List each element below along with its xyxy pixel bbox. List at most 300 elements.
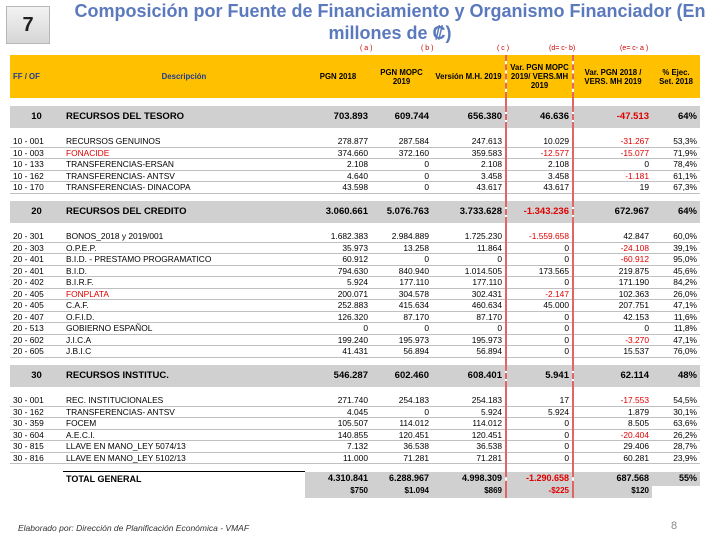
row-code: 20 - 513 [10, 323, 63, 335]
row-value: 140.855 [305, 429, 371, 441]
section-value: 672.967 [573, 201, 652, 223]
table-row [10, 147, 700, 159]
table-row [10, 406, 700, 418]
row-value: 42.847 [573, 231, 652, 242]
spacer-cell [10, 357, 63, 365]
row-code: 10 - 133 [10, 159, 63, 171]
row-value: 0 [506, 429, 573, 441]
header-descripcion: Descripción [63, 55, 305, 98]
row-code: 10 - 170 [10, 182, 63, 194]
spacer-cell [371, 223, 432, 231]
row-code: 30 - 001 [10, 395, 63, 406]
usd-value: $750 [305, 486, 371, 498]
row-description: O.F.I.D. [63, 311, 305, 323]
spacer-cell [305, 98, 371, 106]
row-value: 195.973 [432, 334, 506, 346]
row-value: 0 [371, 182, 432, 194]
row-description: TRANSFERENCIAS- ANTSV [63, 406, 305, 418]
row-value: 254.183 [371, 395, 432, 406]
section-value: 3.060.661 [305, 201, 371, 223]
table-row [10, 418, 700, 430]
row-value: 0 [506, 334, 573, 346]
table-row [10, 346, 700, 358]
row-value: 13.258 [371, 242, 432, 254]
row-value: 4.640 [305, 170, 371, 182]
row-value: 126.320 [305, 311, 371, 323]
row-description: FOCEM [63, 418, 305, 430]
row-value: 0 [305, 323, 371, 335]
row-code: 30 - 604 [10, 429, 63, 441]
row-value: -15.077 [573, 147, 652, 159]
spacer-cell [10, 193, 63, 201]
spacer-cell [506, 464, 573, 472]
row-description: J.B.I.C [63, 346, 305, 358]
spacer-cell [432, 223, 506, 231]
total-value: 4.310.841 [305, 472, 371, 486]
table-row [10, 136, 700, 147]
row-description: O.P.E.P. [63, 242, 305, 254]
table-row [10, 334, 700, 346]
header-var-pgn-mopc: Var. PGN MOPC 2019/ VERS.MH 2019 [506, 55, 573, 98]
section-value: -1.343.236 [506, 201, 573, 223]
spacer-row [10, 98, 700, 106]
section-value: 703.893 [305, 106, 371, 128]
row-code: 20 - 602 [10, 334, 63, 346]
total-empty [10, 472, 63, 486]
section-name: RECURSOS DEL TESORO [63, 106, 305, 128]
row-value: 60.281 [573, 452, 652, 464]
row-value: 0 [506, 441, 573, 453]
row-value: 252.883 [305, 300, 371, 312]
row-code: 20 - 405 [10, 300, 63, 312]
row-value: 105.507 [305, 418, 371, 430]
total-value: 55% [652, 472, 700, 486]
column-letter-c: ( c ) [497, 45, 510, 52]
section-value: 46.636 [506, 106, 573, 128]
spacer-cell [573, 193, 652, 201]
spacer-cell [506, 357, 573, 365]
section-name: RECURSOS INSTITUC. [63, 365, 305, 387]
spacer-cell [432, 357, 506, 365]
row-description: LLAVE EN MANO_LEY 5074/13 [63, 441, 305, 453]
row-value: 41.431 [305, 346, 371, 358]
row-description: B.I.R.F. [63, 277, 305, 289]
row-value: 0 [506, 254, 573, 266]
row-code: 30 - 815 [10, 441, 63, 453]
row-value: 247.613 [432, 136, 506, 147]
spacer-cell [63, 464, 305, 472]
spacer-cell [371, 98, 432, 106]
row-code: 10 - 003 [10, 147, 63, 159]
row-value: 207.751 [573, 300, 652, 312]
spacer-cell [573, 387, 652, 395]
row-value: 302.431 [432, 288, 506, 300]
row-value: 0 [506, 418, 573, 430]
section-value: 48% [652, 365, 700, 387]
row-value: 177.110 [432, 277, 506, 289]
column-letter-b: ( b ) [421, 45, 434, 52]
spacer-cell [10, 464, 63, 472]
row-value: 114.012 [432, 418, 506, 430]
row-value: 3.458 [432, 170, 506, 182]
row-value: -31.267 [573, 136, 652, 147]
row-value: 254.183 [432, 395, 506, 406]
row-value: 460.634 [432, 300, 506, 312]
row-value: 23,9% [652, 452, 700, 464]
row-description: RECURSOS GENUINOS [63, 136, 305, 147]
row-value: 87.170 [432, 311, 506, 323]
row-value: 271.740 [305, 395, 371, 406]
row-value: 359.583 [432, 147, 506, 159]
spacer-cell [371, 357, 432, 365]
row-value: 11.864 [432, 242, 506, 254]
section-row [10, 106, 700, 128]
row-value: 2.108 [432, 159, 506, 171]
table-body [10, 98, 700, 498]
table-row [10, 159, 700, 171]
row-value: 5.924 [432, 406, 506, 418]
row-code: 20 - 405 [10, 288, 63, 300]
row-value: 63,6% [652, 418, 700, 430]
spacer-cell [652, 464, 700, 472]
spacer-cell [10, 98, 63, 106]
row-description: B.I.D. - PRESTAMO PROGRAMATICO [63, 254, 305, 266]
spacer-cell [10, 128, 63, 136]
row-value: 43.598 [305, 182, 371, 194]
row-code: 20 - 605 [10, 346, 63, 358]
row-value: 11.000 [305, 452, 371, 464]
table-row [10, 300, 700, 312]
row-value: 53,3% [652, 136, 700, 147]
row-code: 20 - 401 [10, 265, 63, 277]
row-code: 10 - 162 [10, 170, 63, 182]
section-code: 20 [10, 201, 63, 223]
row-value: 26,2% [652, 429, 700, 441]
row-code: 20 - 402 [10, 277, 63, 289]
row-value: 374.660 [305, 147, 371, 159]
table-row [10, 452, 700, 464]
row-value: 8.505 [573, 418, 652, 430]
spacer-row [10, 357, 700, 365]
spacer-cell [652, 193, 700, 201]
usd-value: -$225 [506, 486, 573, 498]
row-value: 5.924 [506, 406, 573, 418]
column-letter-a: ( a ) [360, 45, 373, 52]
row-value: 0 [432, 323, 506, 335]
row-value: 76,0% [652, 346, 700, 358]
row-value: 0 [371, 159, 432, 171]
row-value: 177.110 [371, 277, 432, 289]
table-row [10, 182, 700, 194]
row-description: FONPLATA [63, 288, 305, 300]
total-value: 687.568 [573, 472, 652, 486]
section-value: 64% [652, 201, 700, 223]
spacer-cell [371, 193, 432, 201]
column-letter-e: (e= c- a ) [620, 45, 649, 52]
total-value: 6.288.967 [371, 472, 432, 486]
spacer-row [10, 193, 700, 201]
spacer-row [10, 464, 700, 472]
spacer-cell [305, 223, 371, 231]
section-value: 5.941 [506, 365, 573, 387]
row-value: 19 [573, 182, 652, 194]
row-value: -1.559.658 [506, 231, 573, 242]
table-row [10, 395, 700, 406]
spacer-cell [573, 128, 652, 136]
spacer-cell [506, 128, 573, 136]
row-value: 67,3% [652, 182, 700, 194]
spacer-cell [652, 357, 700, 365]
table-row [10, 242, 700, 254]
spacer-cell [371, 387, 432, 395]
row-value: 0 [573, 159, 652, 171]
row-value: 71,9% [652, 147, 700, 159]
total-value: -1.290.658 [506, 472, 573, 486]
row-value: 71.281 [371, 452, 432, 464]
spacer-cell [432, 387, 506, 395]
table-row [10, 231, 700, 242]
spacer-cell [371, 128, 432, 136]
row-value: 47,1% [652, 334, 700, 346]
row-value: 56.894 [432, 346, 506, 358]
row-value: 0 [432, 254, 506, 266]
row-value: 0 [371, 170, 432, 182]
usd-row [10, 486, 700, 498]
header-pgn-2018: PGN 2018 [305, 55, 371, 98]
table-row [10, 441, 700, 453]
row-description: C.A.F. [63, 300, 305, 312]
spacer-cell [63, 223, 305, 231]
spacer-cell [63, 357, 305, 365]
usd-value: $120 [573, 486, 652, 498]
spacer-cell [573, 223, 652, 231]
spacer-row [10, 128, 700, 136]
row-code: 20 - 407 [10, 311, 63, 323]
table-row [10, 429, 700, 441]
row-value: 61,1% [652, 170, 700, 182]
row-value: 36.538 [432, 441, 506, 453]
row-value: 0 [506, 452, 573, 464]
row-value: 199.240 [305, 334, 371, 346]
row-value: 42.153 [573, 311, 652, 323]
table-row [10, 311, 700, 323]
row-value: 1.014.505 [432, 265, 506, 277]
row-value: 95,0% [652, 254, 700, 266]
spacer-cell [10, 387, 63, 395]
row-value: 0 [371, 323, 432, 335]
spacer-cell [573, 98, 652, 106]
table-row [10, 170, 700, 182]
section-value: 3.733.628 [432, 201, 506, 223]
spacer-cell [10, 223, 63, 231]
spacer-cell [432, 193, 506, 201]
row-description: BONOS_2018 y 2019/001 [63, 231, 305, 242]
row-value: 287.584 [371, 136, 432, 147]
row-value: 0 [506, 323, 573, 335]
row-value: 17 [506, 395, 573, 406]
row-value: 43.617 [432, 182, 506, 194]
section-code: 30 [10, 365, 63, 387]
row-value: 43.617 [506, 182, 573, 194]
row-value: 78,4% [652, 159, 700, 171]
row-description: LLAVE EN MANO_LEY 5102/13 [63, 452, 305, 464]
row-value: 47,1% [652, 300, 700, 312]
row-value: 54,5% [652, 395, 700, 406]
section-value: 609.744 [371, 106, 432, 128]
usd-empty [652, 486, 700, 498]
header-pgn-mopc-2019: PGN MOPC 2019 [371, 55, 432, 98]
spacer-cell [63, 193, 305, 201]
row-value: 71.281 [432, 452, 506, 464]
row-code: 30 - 816 [10, 452, 63, 464]
spacer-cell [432, 128, 506, 136]
spacer-cell [305, 193, 371, 201]
row-value: 2.108 [305, 159, 371, 171]
row-value: 195.973 [371, 334, 432, 346]
row-code: 10 - 001 [10, 136, 63, 147]
row-value: 840.940 [371, 265, 432, 277]
row-value: 0 [573, 323, 652, 335]
table-row [10, 265, 700, 277]
row-description: B.I.D. [63, 265, 305, 277]
row-value: 171.190 [573, 277, 652, 289]
row-value: 304.578 [371, 288, 432, 300]
row-value: 415.634 [371, 300, 432, 312]
row-value: 29.406 [573, 441, 652, 453]
row-code: 30 - 162 [10, 406, 63, 418]
spacer-cell [573, 464, 652, 472]
row-value: 219.875 [573, 265, 652, 277]
row-code: 30 - 359 [10, 418, 63, 430]
row-description: GOBIERNO ESPAÑOL [63, 323, 305, 335]
row-value: 2.984.889 [371, 231, 432, 242]
usd-empty [63, 486, 305, 498]
row-value: 794.630 [305, 265, 371, 277]
row-value: 1.879 [573, 406, 652, 418]
total-label: TOTAL GENERAL [63, 472, 305, 486]
row-description: J.I.C.A [63, 334, 305, 346]
row-value: 0 [506, 242, 573, 254]
section-row [10, 201, 700, 223]
section-value: 656.380 [432, 106, 506, 128]
section-value: 5.076.763 [371, 201, 432, 223]
section-row [10, 365, 700, 387]
row-code: 20 - 401 [10, 254, 63, 266]
row-value: -3.270 [573, 334, 652, 346]
row-value: -1.181 [573, 170, 652, 182]
row-description: TRANSFERENCIAS-ERSAN [63, 159, 305, 171]
row-code: 20 - 301 [10, 231, 63, 242]
spacer-cell [506, 387, 573, 395]
row-value: 87.170 [371, 311, 432, 323]
table-row [10, 323, 700, 335]
spacer-cell [573, 357, 652, 365]
row-value: 7.132 [305, 441, 371, 453]
row-value: 35.973 [305, 242, 371, 254]
row-value: 15.537 [573, 346, 652, 358]
row-value: 200.071 [305, 288, 371, 300]
spacer-cell [652, 387, 700, 395]
row-value: -60.912 [573, 254, 652, 266]
spacer-cell [63, 128, 305, 136]
row-value: 28,7% [652, 441, 700, 453]
spacer-cell [305, 128, 371, 136]
section-name: RECURSOS DEL CREDITO [63, 201, 305, 223]
spacer-cell [305, 464, 371, 472]
spacer-cell [305, 357, 371, 365]
spacer-cell [652, 98, 700, 106]
section-value: 546.287 [305, 365, 371, 387]
section-value: 64% [652, 106, 700, 128]
row-description: TRANSFERENCIAS- DINACOPA [63, 182, 305, 194]
table-header-row [10, 55, 700, 98]
spacer-cell [432, 464, 506, 472]
header-pct-ejec: % Ejec. Set. 2018 [652, 55, 700, 98]
row-value: 60,0% [652, 231, 700, 242]
row-value: 45,6% [652, 265, 700, 277]
spacer-cell [305, 387, 371, 395]
section-code: 10 [10, 106, 63, 128]
spacer-cell [652, 223, 700, 231]
spacer-cell [432, 98, 506, 106]
section-value: 602.460 [371, 365, 432, 387]
section-value: 62.114 [573, 365, 652, 387]
row-value: 173.565 [506, 265, 573, 277]
spacer-cell [371, 464, 432, 472]
row-value: 0 [506, 311, 573, 323]
row-value: 84,2% [652, 277, 700, 289]
row-value: 120.451 [371, 429, 432, 441]
section-value: 608.401 [432, 365, 506, 387]
row-value: -2.147 [506, 288, 573, 300]
spacer-row [10, 223, 700, 231]
page-number: 8 [671, 520, 678, 532]
row-value: 26,0% [652, 288, 700, 300]
row-value: 45.000 [506, 300, 573, 312]
row-description: REC. INSTITUCIONALES [63, 395, 305, 406]
row-value: 36.538 [371, 441, 432, 453]
row-value: 11,6% [652, 311, 700, 323]
header-var-pgn-2018: Var. PGN 2018 / VERS. MH 2019 [573, 55, 652, 98]
row-value: -20.404 [573, 429, 652, 441]
row-code: 20 - 303 [10, 242, 63, 254]
spacer-cell [506, 193, 573, 201]
row-value: 30,1% [652, 406, 700, 418]
row-value: 11,8% [652, 323, 700, 335]
usd-value: $869 [432, 486, 506, 498]
spacer-row [10, 387, 700, 395]
row-value: 1.682.383 [305, 231, 371, 242]
total-value: 4.998.309 [432, 472, 506, 486]
row-value: 102.363 [573, 288, 652, 300]
section-value: -47.513 [573, 106, 652, 128]
row-value: -17.553 [573, 395, 652, 406]
header-ff-of: FF / OF [10, 55, 63, 98]
table-row [10, 277, 700, 289]
slide-number: 7 [22, 13, 34, 36]
footer-credit: Elaborado por: Dirección de Planificación Económica - VMAF [18, 523, 250, 533]
row-value: -12.577 [506, 147, 573, 159]
spacer-cell [652, 128, 700, 136]
spacer-cell [506, 98, 573, 106]
row-value: 5.924 [305, 277, 371, 289]
row-value: 0 [506, 277, 573, 289]
row-value: 0 [371, 406, 432, 418]
row-value: 3.458 [506, 170, 573, 182]
spacer-cell [506, 223, 573, 231]
slide-number-badge [6, 6, 50, 44]
row-value: 4.045 [305, 406, 371, 418]
